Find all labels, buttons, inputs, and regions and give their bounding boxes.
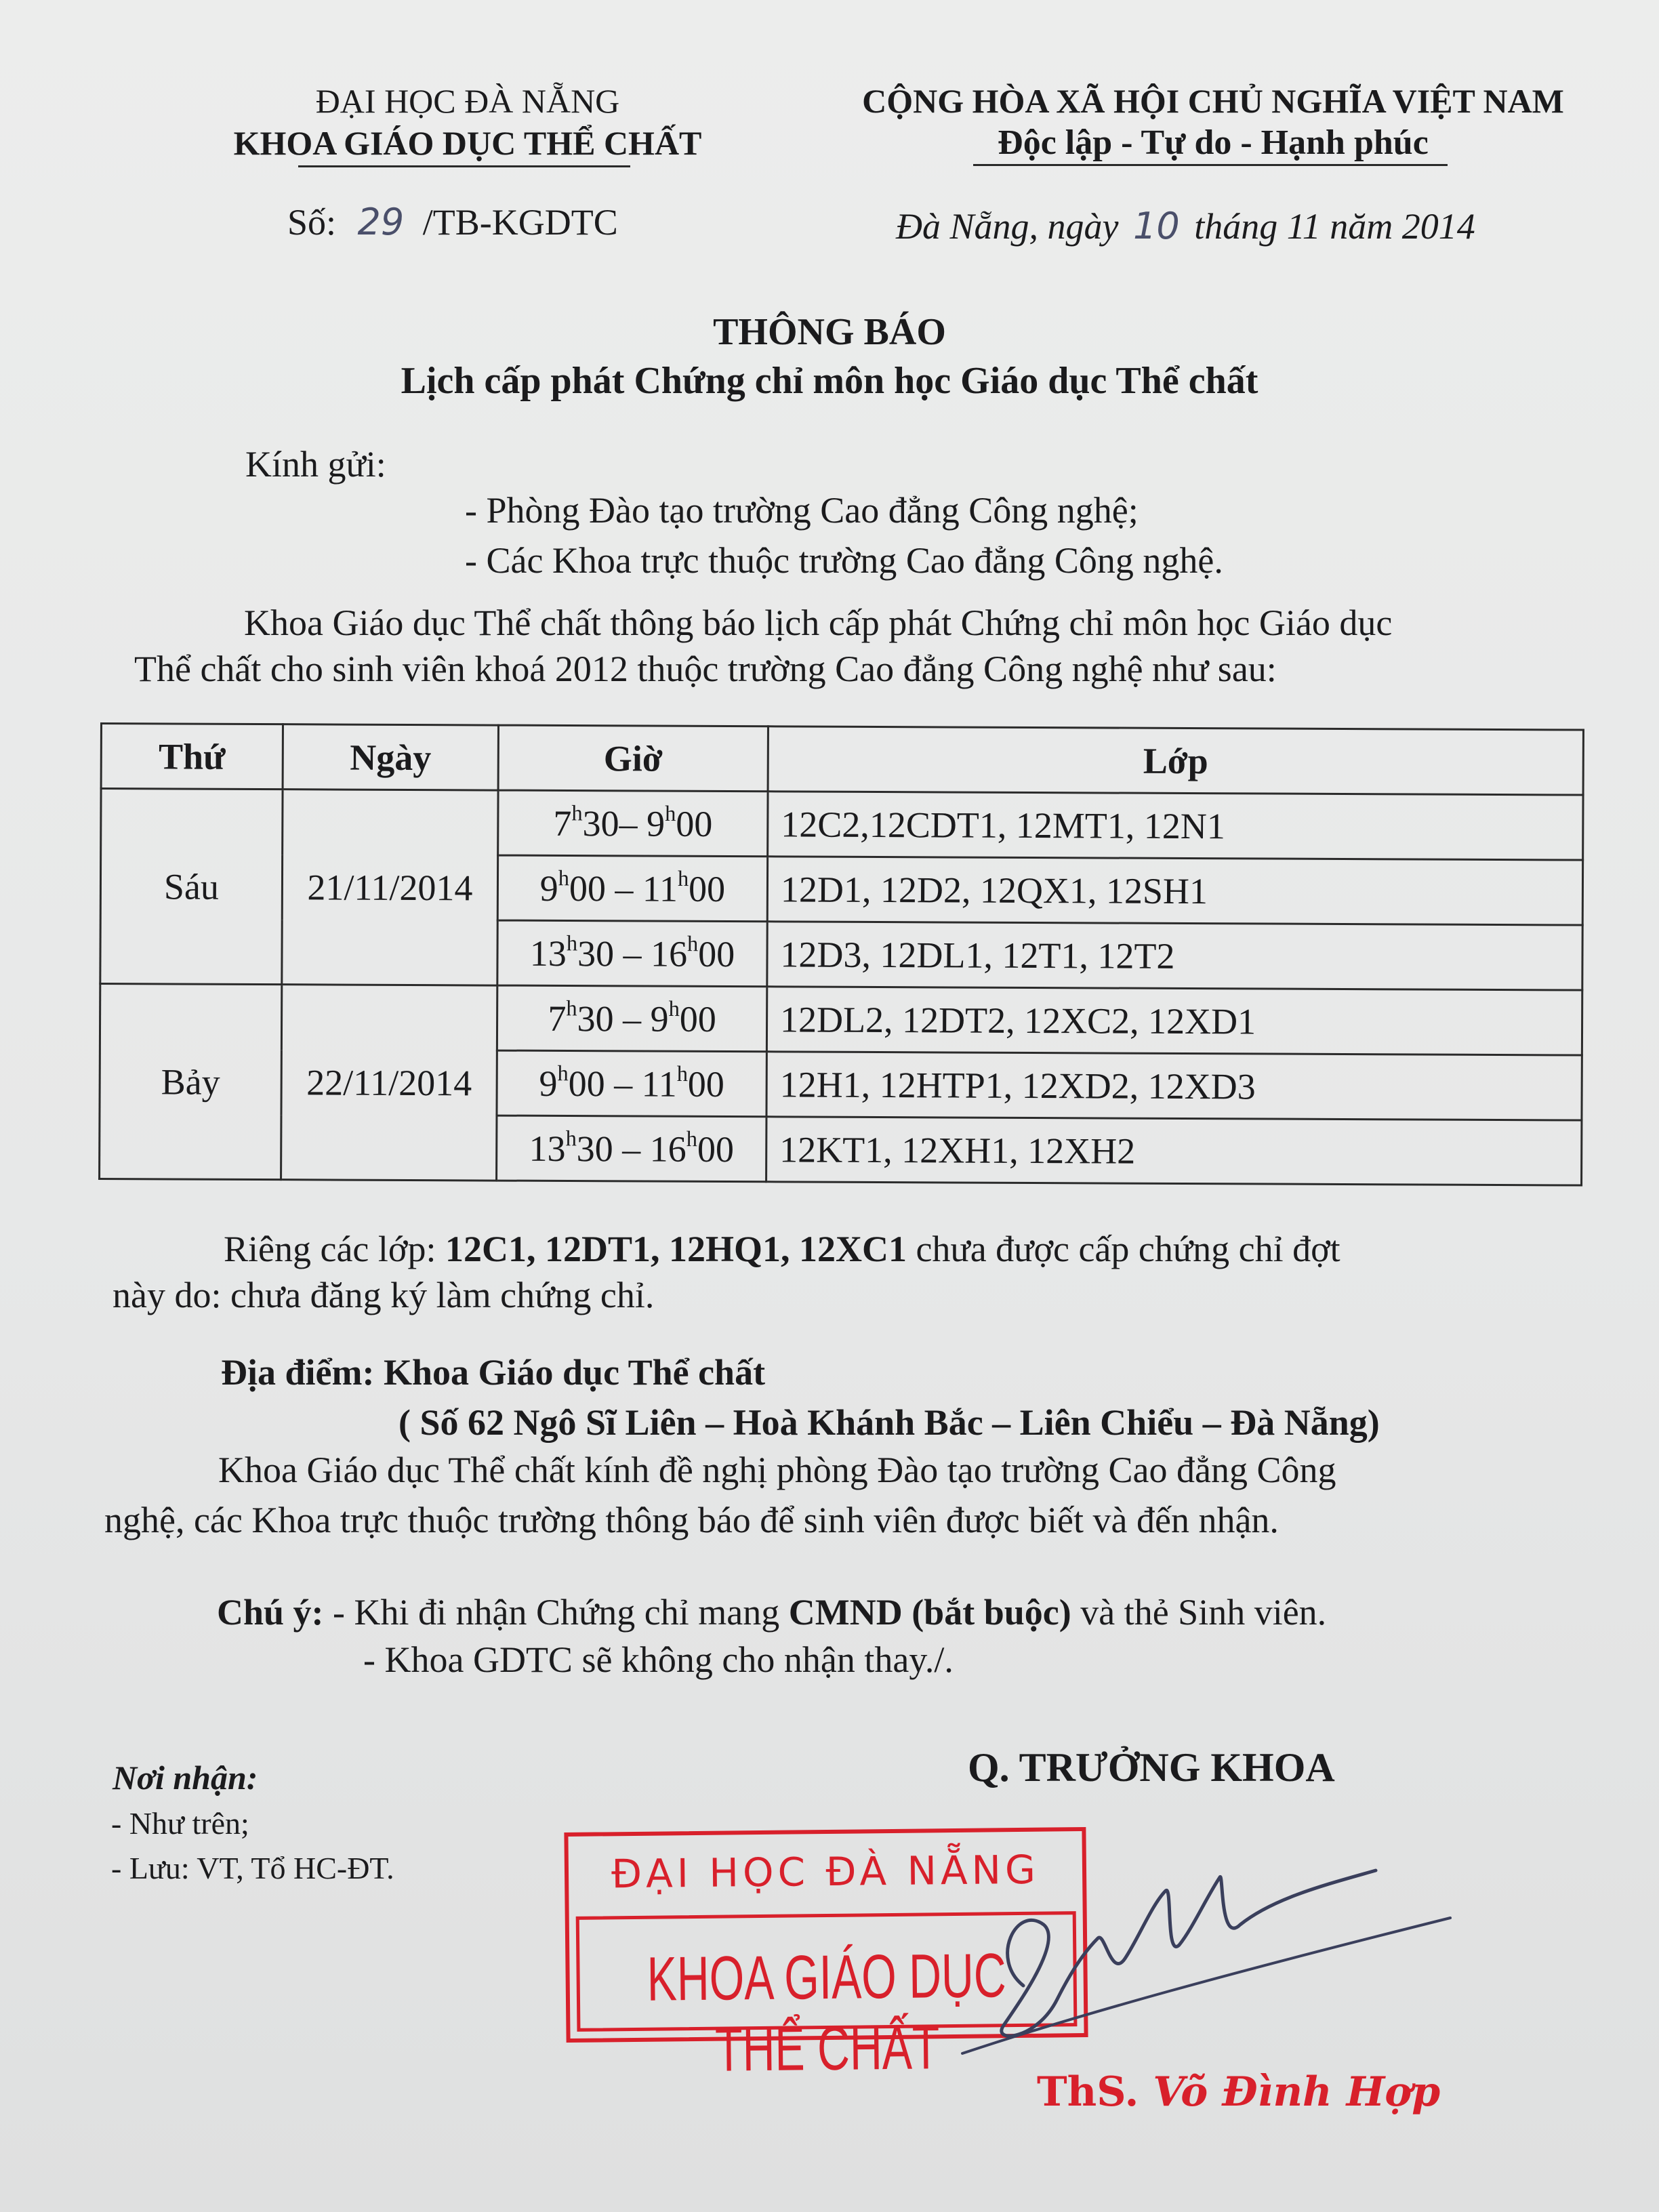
note-text-a: - Khi đi nhận Chứng chỉ mang: [323, 1592, 789, 1633]
time-m1: 00: [569, 867, 607, 909]
signer-degree: ThS.: [1037, 2068, 1139, 2116]
hour-mark: h: [665, 801, 676, 826]
hour-mark: h: [571, 800, 583, 825]
time-m1: 30: [577, 998, 614, 1039]
note-required: CMND (bắt buộc): [788, 1592, 1071, 1633]
time-m2: 00: [697, 1128, 735, 1170]
schedule-body: [100, 789, 1583, 1186]
time-h1: 9: [539, 867, 558, 909]
cell-day: Bảy: [100, 984, 282, 1180]
document-number: [287, 201, 618, 243]
cell-classes: 12DL2, 12DT2, 12XC2, 12XD1: [766, 987, 1582, 1055]
exception-classes: 12C1, 12DT1, 12HQ1, 12XC1: [445, 1229, 907, 1269]
issuer-block: [169, 80, 766, 164]
intro-line: Thể chất cho sinh viên khoá 2012 thuộc trường Cao đẳng Công nghệ như sau:: [134, 649, 1277, 689]
time-h2: 16: [650, 933, 688, 975]
time-m1: 30: [577, 933, 615, 974]
hour-mark: h: [557, 1061, 569, 1086]
issuer-underline: [298, 165, 630, 167]
issuer-university: ĐẠI HỌC ĐÀ NẴNG: [315, 82, 620, 120]
national-name: CỘNG HÒA XÃ HỘI CHỦ NGHĨA VIỆT NAM: [862, 82, 1564, 120]
header-date: Ngày: [283, 724, 498, 790]
national-heading: [827, 80, 1599, 164]
time-h2: 11: [642, 867, 678, 909]
time-h2: 16: [649, 1128, 687, 1170]
date-rest: tháng 11 năm 2014: [1194, 206, 1475, 247]
cell-time: [497, 985, 766, 1052]
hour-mark: h: [565, 1126, 577, 1151]
hour-mark: h: [687, 931, 699, 956]
number-handwritten: 29: [357, 201, 405, 243]
time-sep: –: [605, 1063, 642, 1104]
time-sep: –: [605, 867, 643, 909]
signer-name: [1037, 2068, 1440, 2116]
hour-mark: h: [677, 866, 689, 891]
signature-title: Q. TRƯỞNG KHOA: [968, 1745, 1335, 1790]
time-h1: 7: [553, 802, 572, 844]
hour-mark: h: [686, 1126, 698, 1151]
time-m2: 00: [689, 868, 726, 909]
hour-mark: h: [676, 1061, 689, 1086]
time-h2: 11: [641, 1063, 677, 1105]
time-h1: 9: [539, 1063, 558, 1104]
note-line-2: - Khoa GDTC sẽ không cho nhận thay./.: [363, 1639, 954, 1680]
recipient-item: - Phòng Đào tạo trường Cao đẳng Công nghệ;: [465, 490, 1139, 531]
location-label: Địa điểm: Khoa Giáo dục Thể chất: [221, 1352, 766, 1393]
time-sep: –: [613, 933, 651, 975]
date-day-handwritten: 10: [1132, 205, 1180, 247]
footer-recipients-label: Nơi nhận:: [112, 1759, 258, 1797]
date-prefix: Đà Nẵng, ngày: [896, 206, 1119, 247]
time-h2: 9: [650, 998, 669, 1040]
time-h2: 9: [646, 803, 665, 844]
note-line: [217, 1591, 1326, 1633]
exception-suffix: chưa được cấp chứng chỉ đợt: [906, 1229, 1340, 1269]
time-sep: –: [619, 802, 647, 844]
header-class: Lớp: [768, 726, 1583, 795]
stamp-faculty: KHOA GIÁO DỤC THỂ CHẤT: [647, 1941, 1007, 2085]
request-line-2: nghệ, các Khoa trực thuộc trường thông báo để sinh viên được biết và đến nhận.: [104, 1500, 1279, 1540]
national-motto: Độc lập - Tự do - Hạnh phúc: [998, 123, 1429, 162]
cell-classes: 12C2,12CDT1, 12MT1, 12N1: [768, 792, 1583, 860]
exception-line-2: này do: chưa đăng ký làm chứng chỉ.: [112, 1275, 655, 1315]
exception-line: [224, 1228, 1340, 1270]
recipient-item: - Các Khoa trực thuộc trường Cao đẳng Công nghệ.: [465, 540, 1223, 581]
motto-underline: [973, 164, 1448, 166]
cell-time: [497, 920, 767, 987]
cell-time: [497, 855, 767, 922]
note-text-b: và thẻ Sinh viên.: [1071, 1592, 1327, 1633]
cell-time: [498, 790, 768, 857]
cell-time: [497, 1115, 766, 1182]
cell-classes: 12D1, 12D2, 12QX1, 12SH1: [767, 857, 1582, 925]
time-h1: 7: [548, 998, 567, 1039]
time-m1: 00: [568, 1063, 605, 1104]
recipients-label: Kính gửi:: [245, 444, 386, 485]
time-m2: 00: [698, 933, 735, 975]
cell-classes: 12H1, 12HTP1, 12XD2, 12XD3: [766, 1052, 1582, 1120]
table-header-row: [101, 724, 1583, 796]
intro-line: Khoa Giáo dục Thể chất thông báo lịch cấp phát Chứng chỉ môn học Giáo dục: [244, 602, 1393, 643]
hour-mark: h: [566, 930, 578, 956]
hour-mark: h: [668, 996, 680, 1021]
document-subtitle: Lịch cấp phát Chứng chỉ môn học Giáo dục Thể chất: [401, 360, 1258, 402]
header-day: Thứ: [101, 724, 283, 790]
schedule-table: [98, 722, 1584, 1187]
table-row: [100, 984, 1582, 1056]
time-h1: 13: [529, 1128, 566, 1169]
cell-time: [497, 1050, 766, 1117]
document-title: THÔNG BÁO: [713, 311, 946, 353]
number-suffix: /TB-KGDTC: [422, 202, 618, 243]
header-time: Giờ: [498, 725, 768, 792]
cell-date: 22/11/2014: [281, 985, 497, 1181]
hour-mark: h: [566, 996, 577, 1021]
footer-recipient-item: - Lưu: VT, Tổ HC-ĐT.: [111, 1851, 394, 1885]
request-line: Khoa Giáo dục Thể chất kính đề nghị phòng Đào tạo trường Cao đẳng Công: [218, 1450, 1336, 1490]
cell-classes: 12KT1, 12XH1, 12XH2: [766, 1117, 1582, 1185]
location-address: ( Số 62 Ngô Sĩ Liên – Hoà Khánh Bắc – Liên Chiểu – Đà Nẵng): [398, 1402, 1380, 1443]
time-m2: 00: [687, 1063, 725, 1105]
note-label: Chú ý:: [217, 1592, 324, 1633]
issuer-faculty: KHOA GIÁO DỤC THỂ CHẤT: [233, 124, 702, 162]
stamp-university: ĐẠI HỌC ĐÀ NẴNG: [611, 1846, 1040, 1898]
time-m1: 30: [582, 802, 619, 844]
time-h1: 13: [529, 933, 567, 974]
hour-mark: h: [558, 865, 570, 890]
table-row: [101, 789, 1583, 861]
handwritten-signature: [813, 1850, 1464, 2074]
cell-classes: 12D3, 12DL1, 12T1, 12T2: [767, 922, 1582, 990]
signer-fullname: Võ Đình Hợp: [1153, 2068, 1441, 2116]
cell-day: Sáu: [100, 789, 283, 985]
issue-date: [896, 205, 1475, 247]
cell-date: 21/11/2014: [282, 790, 498, 985]
exception-prefix: Riêng các lớp:: [224, 1229, 445, 1269]
number-label: Số:: [287, 202, 337, 243]
time-m2: 00: [679, 998, 716, 1040]
time-sep: –: [613, 998, 651, 1040]
time-m1: 30: [576, 1128, 613, 1169]
time-sep: –: [613, 1128, 650, 1170]
footer-recipient-item: - Như trên;: [111, 1806, 249, 1841]
time-m2: 00: [676, 803, 713, 844]
